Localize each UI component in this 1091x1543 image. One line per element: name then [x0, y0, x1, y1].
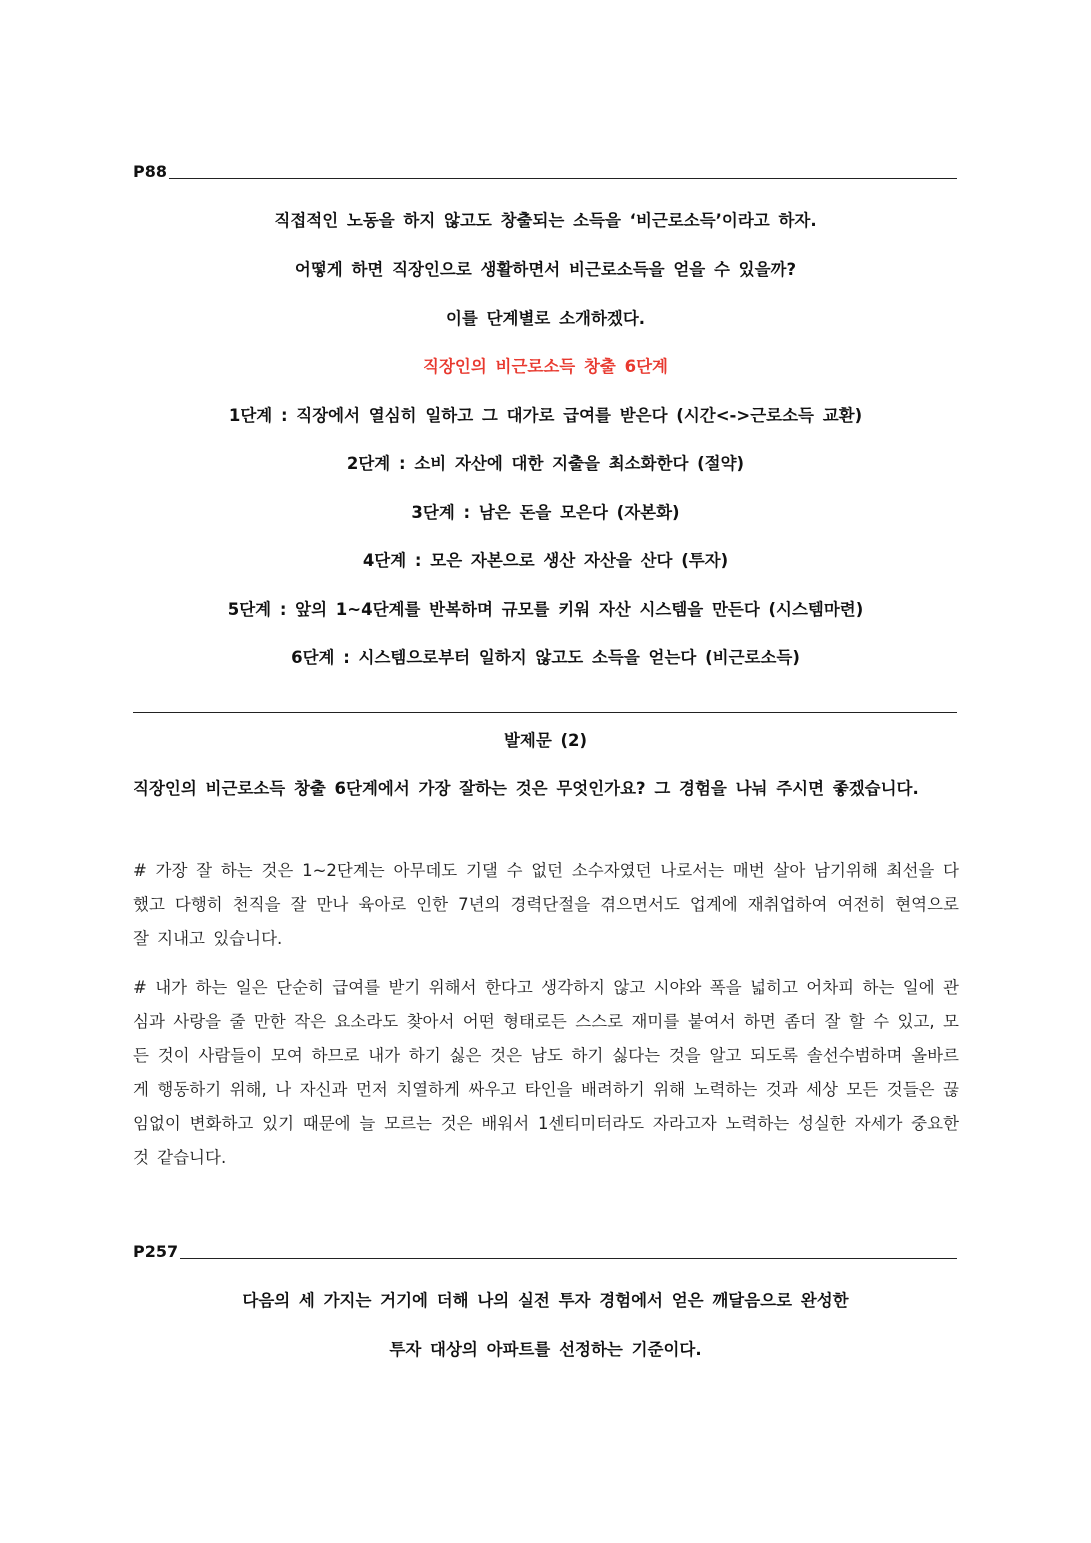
prompt-title: 발제문 (2) — [503, 731, 588, 750]
prompt-question: 직장인의 비근로소득 창출 6단계에서 가장 잘하는 것은 무엇인가요? 그 경험을 나눠 주시면 좋겠습니다. — [133, 779, 919, 798]
section-label: P88 — [133, 162, 167, 181]
intro-line: 어떻게 하면 직장인으로 생활하면서 비근로소득을 얻을 수 있을까? — [294, 260, 797, 279]
step-line: 5단계 : 앞의 1~4단계를 반복하며 규모를 키워 자산 시스템을 만든다 (시스템마련) — [227, 600, 864, 619]
step-line: 2단계 : 소비 자산에 대한 지출을 최소화한다 (절약) — [346, 454, 745, 473]
step-line: 3단계 : 남은 돈을 모은다 (자본화) — [411, 503, 680, 522]
section-underline — [169, 178, 957, 179]
answer-paragraph: # 가장 잘 하는 것은 1~2단계는 아무데도 기댈 수 없던 소수자였던 나로서는 매번 살아 남기위해 최선을 다했고 다행히 천직을 잘 만나 육아로 인한 7년의 경력단절을 겪으면서도 업계에 재취업하여 여전히 현역으로 잘 지내고 있습니다. — [133, 861, 959, 948]
step-line: 6단계 : 시스템으로부터 일하지 않고도 소득을 얻는다 (비근로소득) — [291, 648, 800, 667]
criteria-intro-line: 다음의 세 가지는 거기에 더해 나의 실전 투자 경험에서 얻은 깨달음으로 완성한 — [242, 1291, 849, 1310]
section-header-p257 — [133, 1243, 957, 1261]
answer-paragraph: # 내가 하는 일은 단순히 급여를 받기 위해서 한다고 생각하지 않고 시야와 폭을 넓히고 어차피 하는 일에 관심과 사랑을 줄 만한 작은 요소라도 찾아서 어떤 형태로든 스스로 재미를 붙여서 하면 좀더 잘 할 수 있고, 모든 것이 사람들이 모여 하므로 내가 하기 싫은 것은 남도 하기 싫다는 것을 알고 되도록 솔선수범하며 올바르게 행동하기 위해, 나 자신과 먼저 치열하게 싸우고 타인을 배려하기 위해 노력하는 것과 세상 모든 것들은 끊임없이 변화하고 있기 때문에 늘 모르는 것은 배워서 1센티미터라도 자라고자 노력하는 성실한 자세가 중요한 것 같습니다. — [133, 978, 959, 1167]
section-divider — [133, 712, 957, 713]
intro-line: 이를 단계별로 소개하겠다. — [445, 309, 646, 328]
intro-line: 직접적인 노동을 하지 않고도 창출되는 소득을 ‘비근로소득’이라고 하자. — [274, 211, 817, 230]
section-label: P257 — [133, 1242, 179, 1261]
section-underline — [180, 1258, 957, 1259]
section-header-p88 — [133, 163, 957, 181]
steps-title: 직장인의 비근로소득 창출 6단계 — [423, 357, 668, 376]
step-line: 4단계 : 모은 자본으로 생산 자산을 산다 (투자) — [362, 551, 729, 570]
criteria-intro-line: 투자 대상의 아파트를 선정하는 기준이다. — [389, 1340, 702, 1359]
step-line: 1단계 : 직장에서 열심히 일하고 그 대가로 급여를 받은다 (시간<->근로소득 교환) — [228, 406, 863, 425]
